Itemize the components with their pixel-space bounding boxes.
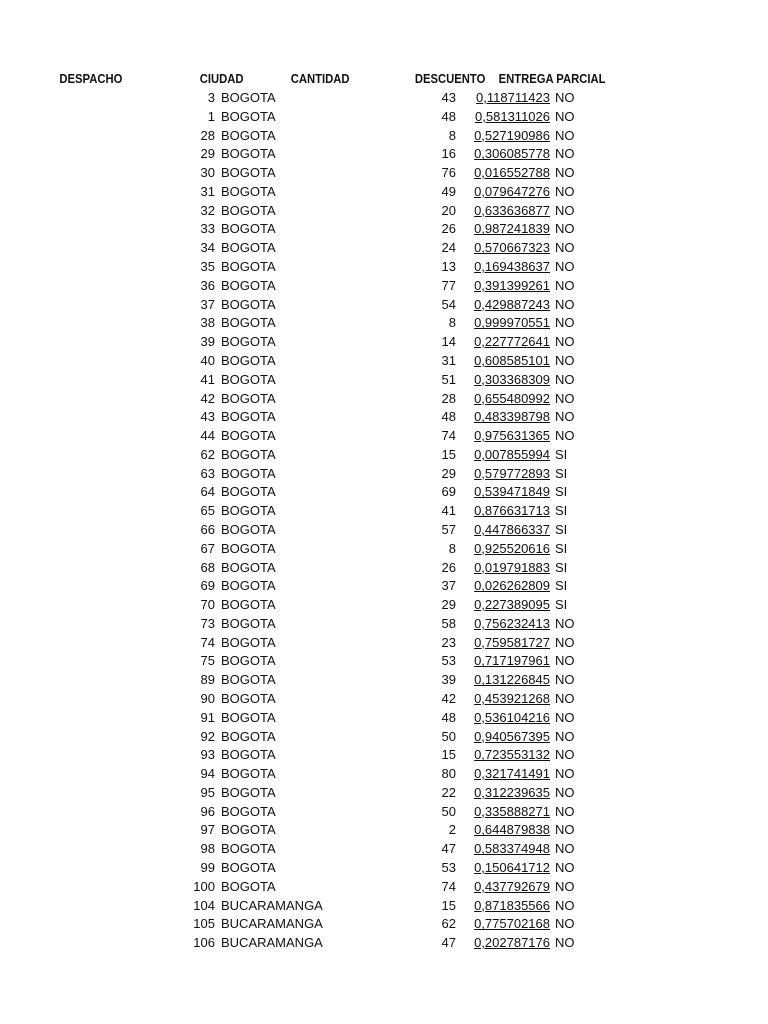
cell-ciudad: BOGOTA [221,672,276,688]
cell-descuento: 0,306085778 [474,146,550,162]
cell-cantidad: 26 [441,559,456,575]
cell-entrega-parcial: NO [555,259,575,275]
cell-ciudad: BOGOTA [221,578,276,594]
cell-descuento: 0,527190986 [474,127,550,143]
cell-cantidad: 8 [448,315,456,331]
cell-ciudad: BOGOTA [221,202,276,218]
cell-cantidad: 15 [441,747,456,763]
cell-cantidad: 48 [441,108,456,124]
cell-ciudad: BOGOTA [221,240,276,256]
cell-ciudad: BUCARAMANGA [221,897,323,913]
table-body [0,89,768,953]
cell-despacho: 65 [200,503,215,519]
cell-descuento: 0,437792679 [474,878,550,894]
cell-descuento: 0,026262809 [474,578,550,594]
cell-cantidad: 29 [441,465,456,481]
table-row [0,220,768,239]
cell-despacho: 99 [200,860,215,876]
table-row [0,183,768,202]
cell-despacho: 93 [200,747,215,763]
cell-entrega-parcial: NO [555,202,575,218]
cell-ciudad: BOGOTA [221,878,276,894]
cell-cantidad: 53 [441,653,456,669]
cell-descuento: 0,583374948 [474,841,550,857]
cell-descuento: 0,429887243 [474,296,550,312]
cell-entrega-parcial: NO [555,860,575,876]
cell-entrega-parcial: NO [555,784,575,800]
cell-entrega-parcial: NO [555,935,575,951]
cell-despacho: 29 [200,146,215,162]
cell-ciudad: BOGOTA [221,540,276,556]
cell-cantidad: 62 [441,916,456,932]
cell-entrega-parcial: SI [555,465,568,481]
cell-cantidad: 29 [441,597,456,613]
table-row [0,709,768,728]
cell-entrega-parcial: NO [555,822,575,838]
cell-cantidad: 69 [441,484,456,500]
cell-despacho: 1 [207,108,215,124]
header-row [0,69,691,89]
table-row [0,784,768,803]
cell-ciudad: BOGOTA [221,691,276,706]
cell-entrega-parcial: NO [555,653,575,669]
table-row [0,446,768,465]
cell-descuento: 0,925520616 [474,540,550,556]
cell-despacho: 106 [193,935,215,951]
cell-descuento: 0,987241839 [474,221,550,237]
cell-entrega-parcial: NO [555,371,575,387]
cell-cantidad: 50 [441,728,456,744]
cell-despacho: 42 [200,390,215,406]
table-row [0,502,768,521]
cell-ciudad: BOGOTA [221,90,276,105]
cell-descuento: 0,536104216 [474,709,550,725]
cell-entrega-parcial: NO [555,897,575,913]
cell-entrega-parcial: NO [555,127,575,143]
cell-cantidad: 37 [441,578,456,594]
cell-descuento: 0,169438637 [474,259,550,275]
cell-ciudad: BOGOTA [221,653,276,669]
cell-entrega-parcial: NO [555,277,575,293]
cell-despacho: 100 [193,878,215,894]
cell-ciudad: BOGOTA [221,521,276,537]
cell-descuento: 0,016552788 [474,165,550,181]
cell-despacho: 40 [200,352,215,368]
cell-entrega-parcial: SI [555,559,568,575]
cell-ciudad: BOGOTA [221,428,276,444]
cell-cantidad: 15 [441,897,456,913]
header-descuento: DESCUENTO [414,72,486,86]
cell-cantidad: 13 [441,259,456,275]
cell-despacho: 37 [200,296,215,312]
cell-entrega-parcial: NO [555,691,575,706]
cell-despacho: 96 [200,803,215,819]
cell-descuento: 0,775702168 [474,916,550,932]
cell-despacho: 39 [200,334,215,350]
cell-descuento: 0,539471849 [474,484,550,500]
cell-ciudad: BOGOTA [221,615,276,631]
cell-ciudad: BOGOTA [221,259,276,275]
cell-descuento: 0,335888271 [474,803,550,819]
table-row [0,145,768,164]
cell-despacho: 63 [200,465,215,481]
cell-descuento: 0,131226845 [474,672,550,688]
cell-despacho: 66 [200,521,215,537]
cell-entrega-parcial: NO [555,240,575,256]
cell-ciudad: BOGOTA [221,221,276,237]
table-row [0,202,768,221]
cell-ciudad: BOGOTA [221,165,276,181]
cell-despacho: 62 [200,446,215,462]
cell-entrega-parcial: NO [555,916,575,932]
cell-descuento: 0,391399261 [474,277,550,293]
cell-despacho: 30 [200,165,215,181]
cell-entrega-parcial: NO [555,146,575,162]
table-row [0,408,768,427]
cell-descuento: 0,453921268 [474,691,550,706]
cell-cantidad: 31 [441,352,456,368]
cell-ciudad: BOGOTA [221,484,276,500]
cell-cantidad: 41 [441,503,456,519]
cell-entrega-parcial: SI [555,503,568,519]
cell-entrega-parcial: SI [555,540,568,556]
cell-cantidad: 58 [441,615,456,631]
cell-descuento: 0,227389095 [474,597,550,613]
cell-cantidad: 48 [441,709,456,725]
table-row [0,690,768,709]
cell-entrega-parcial: NO [555,315,575,331]
cell-descuento: 0,871835566 [474,897,550,913]
cell-entrega-parcial: SI [555,578,568,594]
cell-ciudad: BOGOTA [221,108,276,124]
cell-cantidad: 39 [441,672,456,688]
cell-despacho: 90 [200,691,215,706]
cell-descuento: 0,756232413 [474,615,550,631]
cell-cantidad: 15 [441,446,456,462]
table-row [0,390,768,409]
cell-descuento: 0,723553132 [474,747,550,763]
cell-descuento: 0,312239635 [474,784,550,800]
cell-ciudad: BOGOTA [221,409,276,425]
cell-entrega-parcial: NO [555,90,575,105]
cell-ciudad: BOGOTA [221,503,276,519]
cell-despacho: 33 [200,221,215,237]
cell-despacho: 43 [200,409,215,425]
cell-despacho: 91 [200,709,215,725]
cell-despacho: 73 [200,615,215,631]
table-row [0,427,768,446]
table-row [0,634,768,653]
table-row [0,840,768,859]
cell-entrega-parcial: NO [555,296,575,312]
table-row [0,164,768,183]
cell-descuento: 0,570667323 [474,240,550,256]
cell-despacho: 105 [193,916,215,932]
table-row [0,803,768,822]
cell-despacho: 98 [200,841,215,857]
cell-descuento: 0,644879838 [474,822,550,838]
cell-ciudad: BUCARAMANGA [221,935,323,951]
cell-entrega-parcial: NO [555,747,575,763]
cell-entrega-parcial: SI [555,521,568,537]
cell-ciudad: BOGOTA [221,334,276,350]
cell-despacho: 28 [200,127,215,143]
table-row [0,559,768,578]
cell-ciudad: BOGOTA [221,390,276,406]
table-row [0,671,768,690]
cell-descuento: 0,007855994 [474,446,550,462]
cell-ciudad: BOGOTA [221,597,276,613]
cell-descuento: 0,227772641 [474,334,550,350]
cell-despacho: 104 [193,897,215,913]
cell-cantidad: 80 [441,766,456,782]
cell-cantidad: 47 [441,841,456,857]
table-row [0,333,768,352]
cell-entrega-parcial: NO [555,728,575,744]
cell-entrega-parcial: NO [555,409,575,425]
cell-descuento: 0,303368309 [474,371,550,387]
cell-ciudad: BUCARAMANGA [221,916,323,932]
cell-descuento: 0,975631365 [474,428,550,444]
table-row [0,89,768,108]
cell-ciudad: BOGOTA [221,146,276,162]
cell-despacho: 38 [200,315,215,331]
cell-cantidad: 14 [441,334,456,350]
cell-ciudad: BOGOTA [221,709,276,725]
cell-ciudad: BOGOTA [221,446,276,462]
cell-despacho: 36 [200,277,215,293]
cell-entrega-parcial: NO [555,672,575,688]
header-despacho: DESPACHO [59,72,123,86]
cell-cantidad: 49 [441,183,456,199]
cell-entrega-parcial: NO [555,221,575,237]
cell-entrega-parcial: NO [555,841,575,857]
cell-despacho: 34 [200,240,215,256]
table-row [0,296,768,315]
table-row [0,521,768,540]
cell-cantidad: 48 [441,409,456,425]
cell-descuento: 0,581311026 [475,108,550,124]
cell-cantidad: 20 [441,202,456,218]
cell-ciudad: BOGOTA [221,315,276,331]
cell-despacho: 92 [200,728,215,744]
table-row [0,258,768,277]
cell-despacho: 44 [200,428,215,444]
cell-ciudad: BOGOTA [221,277,276,293]
spreadsheet-table [0,69,768,953]
cell-cantidad: 28 [441,390,456,406]
cell-cantidad: 76 [441,165,456,181]
cell-cantidad: 42 [441,691,456,706]
cell-descuento: 0,118711423 [476,90,550,105]
cell-cantidad: 50 [441,803,456,819]
cell-cantidad: 16 [441,146,456,162]
cell-descuento: 0,999970551 [474,315,550,331]
cell-descuento: 0,940567395 [474,728,550,744]
cell-entrega-parcial: NO [555,352,575,368]
header-ciudad: CIUDAD [199,72,244,86]
table-row [0,859,768,878]
cell-cantidad: 22 [441,784,456,800]
cell-despacho: 35 [200,259,215,275]
cell-despacho: 89 [200,672,215,688]
cell-entrega-parcial: NO [555,183,575,199]
header-cantidad: CANTIDAD [290,72,350,86]
table-row [0,540,768,559]
table-row [0,352,768,371]
table-row [0,746,768,765]
cell-descuento: 0,876631713 [474,503,550,519]
cell-despacho: 97 [200,822,215,838]
cell-ciudad: BOGOTA [221,784,276,800]
cell-ciudad: BOGOTA [221,183,276,199]
cell-cantidad: 51 [441,371,456,387]
table-row [0,596,768,615]
cell-cantidad: 24 [441,240,456,256]
cell-ciudad: BOGOTA [221,634,276,650]
cell-descuento: 0,019791883 [474,559,550,575]
cell-descuento: 0,321741491 [474,766,550,782]
cell-entrega-parcial: NO [555,108,575,124]
cell-cantidad: 8 [448,127,456,143]
table-row [0,821,768,840]
cell-descuento: 0,633636877 [474,202,550,218]
table-row [0,277,768,296]
cell-ciudad: BOGOTA [221,803,276,819]
cell-despacho: 94 [200,766,215,782]
cell-entrega-parcial: NO [555,428,575,444]
cell-despacho: 70 [200,597,215,613]
cell-despacho: 68 [200,559,215,575]
cell-entrega-parcial: NO [555,766,575,782]
cell-cantidad: 53 [441,860,456,876]
cell-despacho: 69 [200,578,215,594]
cell-entrega-parcial: NO [555,878,575,894]
table-row [0,483,768,502]
cell-entrega-parcial: SI [555,446,568,462]
cell-despacho: 3 [207,90,215,105]
cell-descuento: 0,447866337 [474,521,550,537]
header-entrega-parcial: ENTREGA PARCIAL [498,72,606,86]
cell-descuento: 0,483398798 [474,409,550,425]
cell-ciudad: BOGOTA [221,728,276,744]
table-row [0,371,768,390]
table-row [0,239,768,258]
cell-entrega-parcial: NO [555,165,575,181]
cell-despacho: 74 [200,634,215,650]
cell-cantidad: 74 [441,878,456,894]
table-row [0,765,768,784]
cell-cantidad: 2 [448,822,456,838]
cell-despacho: 95 [200,784,215,800]
table-row [0,652,768,671]
cell-entrega-parcial: NO [555,634,575,650]
table-row [0,897,768,916]
cell-despacho: 64 [200,484,215,500]
cell-entrega-parcial: NO [555,803,575,819]
cell-cantidad: 74 [441,428,456,444]
table-row [0,108,768,127]
cell-ciudad: BOGOTA [221,860,276,876]
table-row [0,615,768,634]
cell-cantidad: 54 [441,296,456,312]
table-row [0,878,768,897]
cell-entrega-parcial: NO [555,390,575,406]
cell-descuento: 0,579772893 [474,465,550,481]
cell-entrega-parcial: NO [555,709,575,725]
table-row [0,127,768,146]
cell-ciudad: BOGOTA [221,465,276,481]
cell-cantidad: 47 [441,935,456,951]
cell-ciudad: BOGOTA [221,127,276,143]
cell-cantidad: 26 [441,221,456,237]
cell-ciudad: BOGOTA [221,296,276,312]
cell-descuento: 0,717197961 [474,653,550,669]
cell-entrega-parcial: SI [555,484,568,500]
cell-ciudad: BOGOTA [221,747,276,763]
table-row [0,915,768,934]
table-row [0,314,768,333]
cell-despacho: 75 [200,653,215,669]
cell-ciudad: BOGOTA [221,766,276,782]
cell-entrega-parcial: SI [555,597,568,613]
cell-despacho: 41 [200,371,215,387]
cell-entrega-parcial: NO [555,334,575,350]
cell-cantidad: 77 [441,277,456,293]
cell-ciudad: BOGOTA [221,822,276,838]
cell-descuento: 0,655480992 [474,390,550,406]
cell-cantidad: 57 [441,521,456,537]
table-row [0,465,768,484]
cell-cantidad: 43 [441,90,456,105]
cell-descuento: 0,150641712 [474,860,550,876]
cell-descuento: 0,079647276 [474,183,550,199]
cell-entrega-parcial: NO [555,615,575,631]
cell-despacho: 31 [200,183,215,199]
cell-cantidad: 8 [448,540,456,556]
cell-cantidad: 23 [441,634,456,650]
cell-descuento: 0,759581727 [474,634,550,650]
table-row [0,577,768,596]
cell-descuento: 0,202787176 [474,935,550,951]
cell-ciudad: BOGOTA [221,559,276,575]
table-row [0,934,768,953]
cell-ciudad: BOGOTA [221,352,276,368]
cell-ciudad: BOGOTA [221,371,276,387]
cell-despacho: 32 [200,202,215,218]
cell-descuento: 0,608585101 [474,352,550,368]
table-row [0,728,768,747]
cell-ciudad: BOGOTA [221,841,276,857]
cell-despacho: 67 [200,540,215,556]
